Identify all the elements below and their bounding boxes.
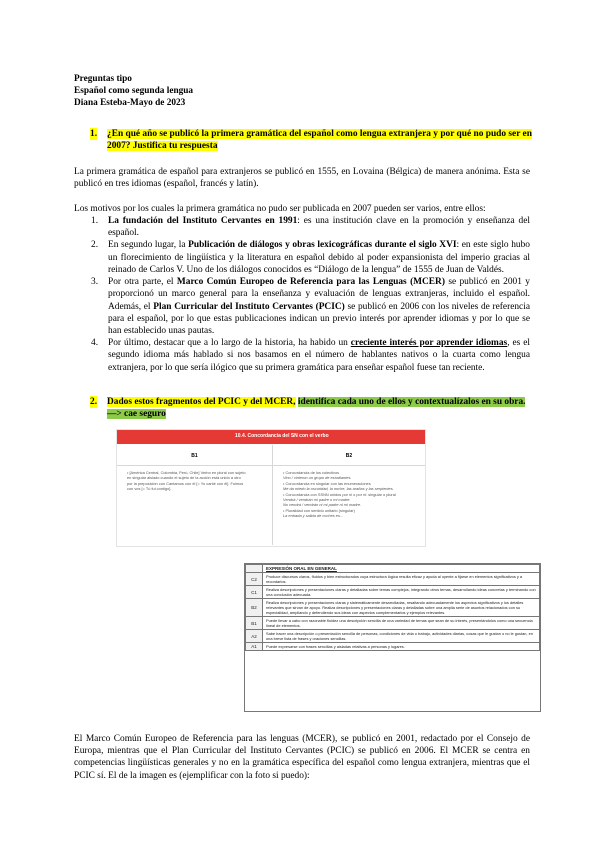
descriptor-cell: Puede expresarse con frases sencillas y aisladas relativas a personas y lugares. (263, 643, 540, 651)
b2-line: No vendrá / vendrán ni mi padre ni mi madre. (283, 502, 362, 508)
question-2 (74, 396, 534, 422)
table-row (246, 599, 540, 617)
document-header (74, 73, 193, 109)
column-header-b1 (117, 449, 272, 466)
question-1 (74, 128, 534, 154)
column-header-b1-label: B1 (191, 453, 198, 459)
list-item-prefix: Por otra parte, el (108, 277, 177, 288)
list-item-text: , es el segundo idioma más hablado si nos basamos en el número de hablantes nativos o la cuarta como lengua extranjera, por lo que sería ilógico que su primera gramática para enseñar español fuese tan reciente. (108, 338, 531, 373)
list-item-number: 4. (91, 338, 99, 349)
fragment-title: 10.4. Concordancia del SN con el verbo (235, 433, 329, 439)
header-line-1: Preguntas tipo (74, 74, 132, 84)
list-item-number: 2. (91, 240, 99, 251)
mcer-fragment-image (244, 563, 541, 712)
column-b2-text (283, 470, 415, 519)
b2-line: • Pluralidad con sentido unitario (singular) (283, 507, 355, 513)
question-1-number: 1. (90, 129, 98, 139)
list-item-text: se publicó en 2001 y proporcionó un marco general para la enseñanza y evaluación de lenguas extranjeras, incluido el español. Además, el (108, 277, 530, 312)
level-cell: C2 (246, 573, 263, 586)
descriptor-cell: Realiza descripciones y presentaciones claras y sistemáticamente desarrolladas, resaltando adecuadamente los aspectos significativos y los detalles relevantes que sirvan de apoyo. Realiza descripciones y presentaciones claras y detalladas sobre una amplia serie de asuntos relacionados con su especialidad, ampliando y defendiendo sus ideas con aspectos complementarios y ejemplos relevantes. (263, 599, 540, 617)
b2-line: • Concordancia de los colectivos (283, 470, 340, 475)
list-item-bold-2: Plan Curricular del Instituto Cervantes (PCIC) (153, 301, 345, 312)
header-line-2: Español como segunda lengua (74, 86, 194, 96)
list-item-bold: creciente interés por aprender idiomas (350, 338, 508, 349)
list-item-text: : es una institución clave en la promoción y enseñanza del español. (108, 216, 530, 239)
level-cell: B2 (246, 599, 263, 617)
descriptor-cell: Realiza descripciones y presentaciones claras y detalladas sobre temas complejos, integrando otros temas, desarrollando ideas concretas y terminando con una conclusión adecuada. (263, 586, 540, 599)
level-cell: A1 (246, 643, 263, 651)
list-item (74, 215, 530, 239)
level-cell: B1 (246, 617, 263, 630)
level-cell: C1 (246, 586, 263, 599)
descriptor-cell: Puede llevar a cabo con razonable fluidez una descripción sencilla de una variedad de temas que sean de su interés, presentándolos como una secuencia lineal de elementos. (263, 617, 540, 630)
list-item-number: 3. (91, 277, 99, 288)
column-header-b2-label: B2 (345, 453, 353, 459)
table-row (246, 643, 540, 651)
answer-paragraph-2: Los motivos por los cuales la primera gramática no pudo ser publicada en 2007 pueden ser varios, entre ellos: (74, 204, 486, 214)
table-row (246, 565, 540, 573)
list-item-bold: Publicación de diálogos y obras lexicográficas durante el siglo XVI (188, 240, 457, 251)
descriptor-cell: Sabe hacer una descripción o presentación sencilla de personas, condiciones de vida o trabajo, actividades diarias, cosas que le gustan o no le gustan, en una breve lista de frases y oraciones sencillas. (263, 630, 540, 643)
pcic-fragment-image (116, 429, 426, 547)
b2-line: Vino / vinieron un grupo de estudiantes. (283, 475, 352, 481)
list-item-bold: Marco Común Europeo de Referencia para las Lenguas (MCER) (176, 277, 445, 288)
answer-paragraph-1: La primera gramática de español para extranjeros se publicó en 1555, en Lovaina (Bélgica) de manera anónima. Esta se publicó en tres idiomas (español, francés y latín). (74, 167, 530, 190)
descriptor-cell: Produce discursos claros, fluidos y bien estructurados cuya estructura lógica resulta eficaz y ayuda al oyente a fijarse en elementos significativos y a recordarlos. (263, 573, 540, 586)
table-row (246, 586, 540, 599)
b2-line: • Concordancia en singular con las enumeraciones (283, 480, 371, 486)
b2-line: Vendrá / vendrán mi padre o mi madre. (283, 497, 351, 503)
list-item (74, 337, 530, 374)
list-item-prefix: Por último, destacar que a lo largo de la historia, ha habido un (108, 338, 351, 349)
table-cell-empty (246, 565, 263, 573)
b2-line: • Concordancia con SSNN unidos por ni o por ni: singular o plural (283, 491, 396, 497)
question-2-number: 2. (90, 397, 98, 407)
reasons-list (74, 215, 530, 374)
list-item-prefix: En segundo lugar, la (108, 240, 189, 251)
list-item-number: 1. (91, 216, 99, 226)
fragment-title-bar (117, 430, 425, 444)
level-cell: A2 (246, 630, 263, 643)
table-row (246, 630, 540, 643)
mcer-table (245, 564, 540, 651)
header-line-3: Diana Esteba-Mayo de 2023 (74, 98, 186, 108)
list-item-text-2: se publicó en 2006 con los niveles de referencia para el español, por lo que estas publicaciones indican un previo interés por aprender idiomas y por lo que se han establecido unas pautas. (108, 301, 530, 336)
answer-paragraph-3: El Marco Común Europeo de Referencia para las lenguas (MCER), se publicó en 2001, redactado por el Consejo de Europa, mientras que el Plan Curricular del Instituto Cervantes (PCIC) se publicó en 2006. El MCER se centra en competencias lingüísticas generales y no en la gramática específica del español como lengua extranjera, mientras que el PCIC sí. El de la imagen es (ejemplificar con la foto si puedo): (74, 734, 530, 781)
b2-line: La entrada y salida de coches es... (283, 513, 344, 519)
list-item (74, 276, 530, 337)
question-2-text-b: identifica cada uno de ellos y contextualízalos en su obra. —> cae seguro (107, 397, 526, 420)
table-row (246, 573, 540, 586)
column-b1-text: • [América Central, Colombia, Perú, Chile] Verbo en plural con sujeto en singular aislado cuando el sujeto de la acción está unido a otro por la preposición con Cantamos con él [= Yo canté con él]. Fuimos con vos [= Tú fui contigo]. (127, 470, 246, 492)
b2-line: Me da miedo la oscuridad, la noche, las arañas y las serpientes. (283, 486, 394, 492)
table-row (246, 617, 540, 630)
column-header-b2 (273, 449, 425, 466)
list-item (74, 239, 530, 276)
list-item-text: : en este siglo hubo un florecimiento de lingüística y la literatura en español debido al poder expansionista del imperio gracias al reinado de Carlos V. Uno de los diálogos conocidos es “Diálogo de la lengua” de 1555 de Juan de Valdés. (108, 240, 530, 275)
table-title: EXPRESIÓN ORAL EN GENERAL (263, 565, 540, 573)
question-1-text: ¿En qué año se publicó la primera gramática del español como lengua extranjera y por qué no pudo ser en 2007? Justifica tu respuesta (107, 129, 532, 152)
question-2-text-a: Dados estos fragmentos del PCIC y del MCER, (107, 397, 296, 407)
list-item-bold: La fundación del Instituto Cervantes en 1991 (108, 216, 298, 226)
